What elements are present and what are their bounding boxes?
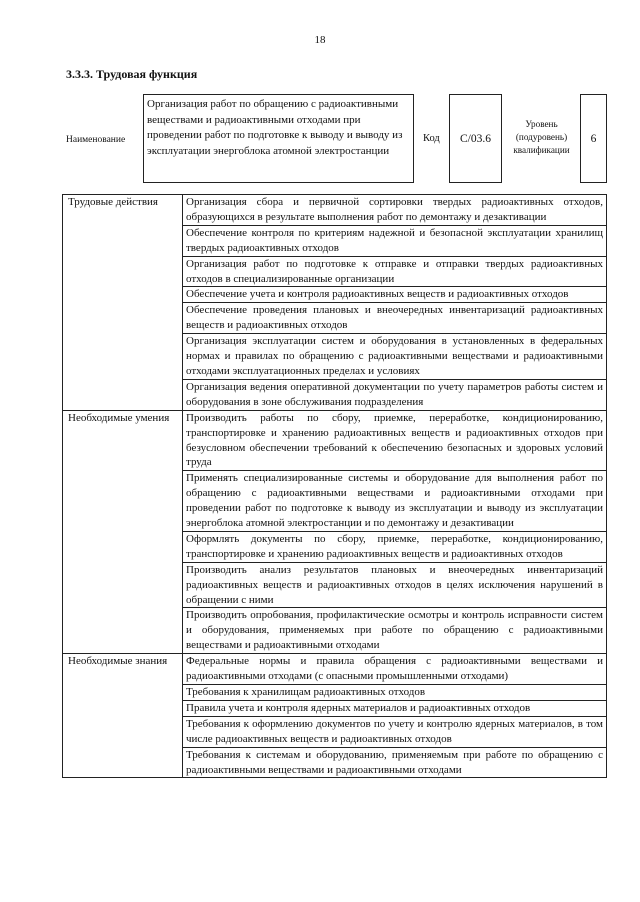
code-label: Код [423, 133, 440, 144]
item-cell: Организация ведения оперативной документации по учету параметров работы систем и оборудования в зоне обслуживания подразделения [183, 379, 607, 410]
category-cell: Трудовые действия [63, 195, 183, 411]
item-cell: Требования к системам и оборудованию, применяемым при работе по обращению с радиоактивными веществами и радиоактивными отходами [183, 747, 607, 778]
function-table [62, 194, 607, 778]
function-table-body [63, 195, 607, 778]
code-value-box [449, 94, 502, 183]
item-cell: Организация сбора и первичной сортировки твердых радиоактивных отходов, образующихся в результате выполнения работ по демонтажу и дезактивации [183, 195, 607, 226]
item-cell: Требования к хранилищам радиоактивных отходов [183, 685, 607, 701]
item-cell: Оформлять документы по сбору, приемке, переработке, кондиционированию, транспортировке и хранению радиоактивных веществ и радиоактивных отходов [183, 531, 607, 562]
category-cell: Необходимые умения [63, 410, 183, 654]
level-value-box [580, 94, 607, 183]
table-row [63, 410, 607, 471]
code-value: C/03.6 [460, 132, 491, 145]
level-label: Уровень (подуровень) квалификации [513, 119, 570, 155]
item-cell: Правила учета и контроля ядерных материалов и радиоактивных отходов [183, 700, 607, 716]
item-cell: Федеральные нормы и правила обращения с радиоактивными веществами и радиоактивными отходами (с опасными промышленными отходами) [183, 654, 607, 685]
section-title: 3.3.3. Трудовая функция [66, 67, 198, 81]
item-cell: Применять специализированные системы и оборудование для выполнения работ по обращению с радиоактивными веществами и радиоактивными отходами при проведении работ по подготовке к выводу из эксплуатации и выводу из эксплуатации энергоблока атомной электростанции и по демонтажу и дезактивации [183, 471, 607, 532]
table-row [63, 654, 607, 685]
item-cell: Организация эксплуатации систем и оборудования в установленных в федеральных нормах и правилах по обращению с радиоактивными веществами и радиоактивными отходами эксплуатационных пределах и условиях [183, 334, 607, 380]
table-row [63, 195, 607, 226]
item-cell: Производить работы по сбору, приемке, переработке, кондиционированию, транспортировке и хранению радиоактивных веществ и радиоактивных отходов при безусловном обеспечении требований к обеспечению безопасных и здоровых условий труда [183, 410, 607, 471]
page-number: 18 [314, 34, 326, 46]
name-value-box: Организация работ по обращению с радиоактивными веществами и радиоактивными отходами при проведении работ по подготовке к выводу и выводу из эксплуатации энергоблока атомной электростанции [143, 94, 414, 183]
item-cell: Производить опробования, профилактические осмотры и контроль исправности систем и оборудования, применяемых при работе по обращению с радиоактивными веществами и радиоактивными отходами [183, 608, 607, 654]
category-cell: Необходимые знания [63, 654, 183, 778]
item-cell: Производить анализ результатов плановых и внеочередных инвентаризаций радиоактивных веществ и радиоактивных отходов в целях исключения нарушений в обращении с ними [183, 562, 607, 608]
item-cell: Требования к оформлению документов по учету и контролю ядерных материалов, в том числе радиоактивных веществ и радиоактивных отходов [183, 716, 607, 747]
name-label: Наименование [66, 135, 126, 145]
item-cell: Обеспечение проведения плановых и внеочередных инвентаризаций радиоактивных веществ и радиоактивных отходов [183, 303, 607, 334]
item-cell: Организация работ по подготовке к отправке и отправки твердых радиоактивных отходов в специализированные организации [183, 256, 607, 287]
level-value: 6 [590, 132, 597, 145]
item-cell: Обеспечение учета и контроля радиоактивных веществ и радиоактивных отходов [183, 287, 607, 303]
item-cell: Обеспечение контроля по критериям надежной и безопасной эксплуатации хранилищ твердых радиоактивных отходов [183, 225, 607, 256]
